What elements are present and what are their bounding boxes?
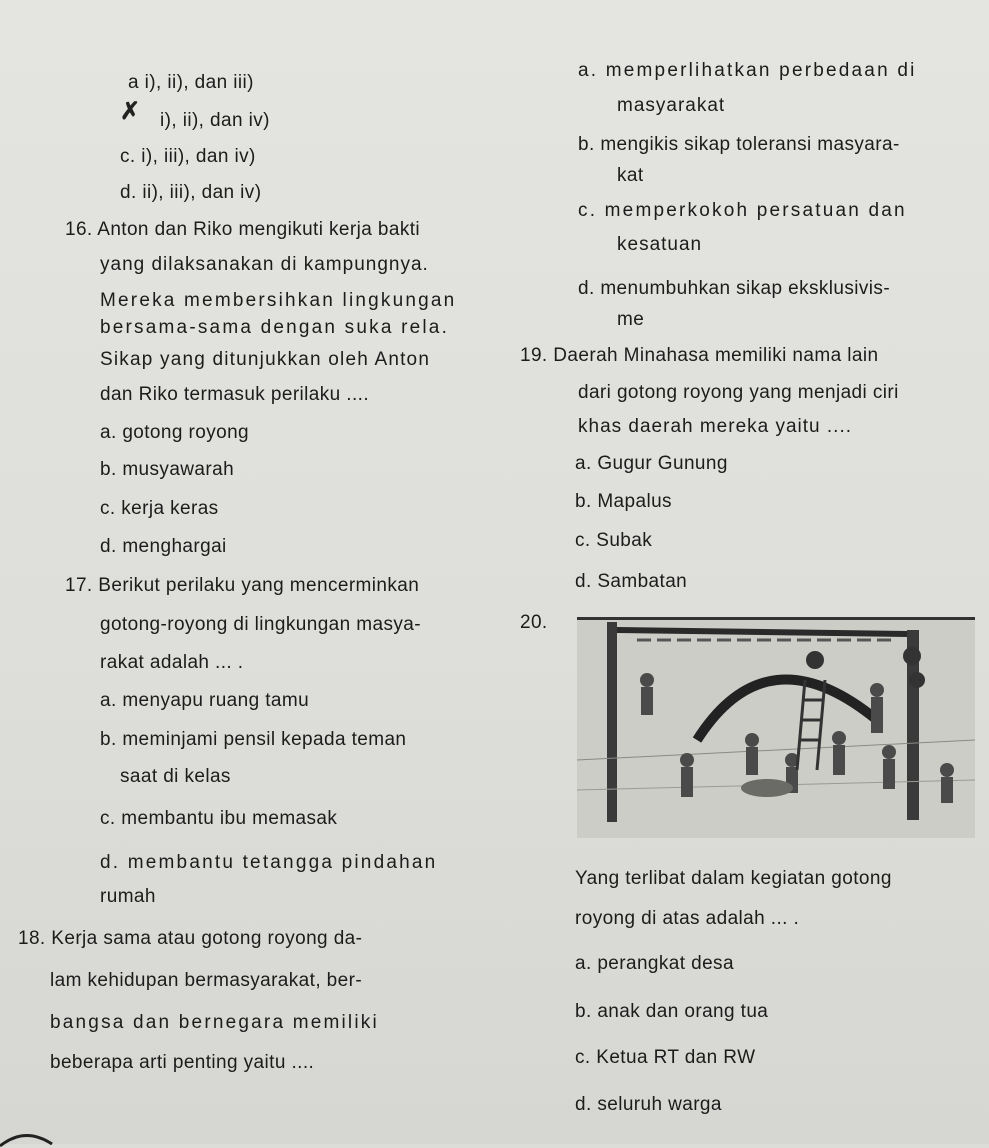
q16-stem-line: Mereka membersihkan lingkungan: [100, 290, 457, 311]
q17-option-b-cont: saat di kelas: [120, 766, 231, 787]
q18-option-d-cont: me: [617, 309, 645, 330]
q17-stem-line: gotong-royong di lingkungan masya-: [100, 614, 421, 635]
q16-option-b: b. musyawarah: [100, 459, 235, 480]
q15-option-c: c. i), iii), dan iv): [120, 146, 256, 167]
q20-option-d: d. seluruh warga: [575, 1094, 722, 1115]
q15-option-a: a i), ii), dan iii): [128, 72, 254, 93]
q16-stem-line: bersama-sama dengan suka rela.: [100, 317, 450, 338]
q19-option-b: b. Mapalus: [575, 491, 672, 512]
illustration-drawing: [577, 620, 975, 838]
q17-stem-line: rakat adalah ... .: [100, 652, 244, 673]
q19-stem-line: dari gotong royong yang menjadi ciri: [578, 382, 899, 403]
answer-check-mark: ✗: [120, 98, 141, 125]
q18-option-d: d. menumbuhkan sikap eksklusivis-: [578, 278, 891, 299]
q20-option-a: a. perangkat desa: [575, 953, 734, 974]
q16-stem-line: dan Riko termasuk perilaku ....: [100, 384, 370, 405]
q16-option-c: c. kerja keras: [100, 498, 219, 519]
q17-option-d: d. membantu tetangga pindahan: [100, 852, 438, 873]
q20-stem-line: royong di atas adalah ... .: [575, 908, 800, 929]
q17-option-d-cont: rumah: [100, 886, 156, 907]
q20-option-c: c. Ketua RT dan RW: [575, 1047, 756, 1068]
q18-option-c-cont: kesatuan: [617, 234, 703, 255]
q18-option-a: a. memperlihatkan perbedaan di: [578, 60, 917, 81]
q17-stem-line: 17. Berikut perilaku yang mencerminkan: [65, 575, 420, 596]
q17-option-c: c. membantu ibu memasak: [100, 808, 338, 829]
q20-option-b: b. anak dan orang tua: [575, 1001, 769, 1022]
q17-option-b: b. meminjami pensil kepada teman: [100, 729, 407, 750]
q16-stem-line: yang dilaksanakan di kampungnya.: [100, 254, 429, 275]
q18-stem-line: bangsa dan bernegara memiliki: [50, 1012, 379, 1033]
q15-option-d: d. ii), iii), dan iv): [120, 182, 262, 203]
q15-option-b: i), ii), dan iv): [160, 110, 270, 131]
q16-option-d: d. menghargai: [100, 536, 227, 557]
gate-beam: [617, 630, 907, 634]
q18-stem-line: 18. Kerja sama atau gotong royong da-: [18, 928, 363, 949]
q19-option-a: a. Gugur Gunung: [575, 453, 728, 474]
q20-stem-line: Yang terlibat dalam kegiatan gotong: [575, 868, 892, 889]
page-corner-curve: [0, 1124, 60, 1148]
q17-option-a: a. menyapu ruang tamu: [100, 690, 310, 711]
q18-stem-line: lam kehidupan bermasyarakat, ber-: [50, 970, 363, 991]
q16-stem-line: 16. Anton dan Riko mengikuti kerja bakti: [65, 219, 421, 240]
q19-option-c: c. Subak: [575, 530, 653, 551]
gate-post-left: [607, 622, 617, 822]
q18-option-b: b. mengikis sikap toleransi masyara-: [578, 134, 900, 155]
q16-stem-line: Sikap yang ditunjukkan oleh Anton: [100, 349, 431, 370]
q18-stem-line: beberapa arti penting yaitu ....: [50, 1052, 315, 1073]
q19-stem-line: 19. Daerah Minahasa memiliki nama lain: [520, 345, 879, 366]
q20-number: 20.: [520, 612, 548, 633]
q18-option-c: c. memperkokoh persatuan dan: [578, 200, 907, 221]
lamp: [903, 647, 921, 665]
q18-option-a-cont: masyarakat: [617, 95, 726, 116]
gotong-royong-illustration: [577, 617, 975, 838]
q18-option-b-cont: kat: [617, 165, 644, 186]
basin: [741, 779, 793, 797]
q19-option-d: d. Sambatan: [575, 571, 688, 592]
lamp: [806, 651, 824, 669]
lamp: [909, 672, 925, 688]
q19-stem-line: khas daerah mereka yaitu ....: [578, 416, 853, 437]
q16-option-a: a. gotong royong: [100, 422, 250, 443]
